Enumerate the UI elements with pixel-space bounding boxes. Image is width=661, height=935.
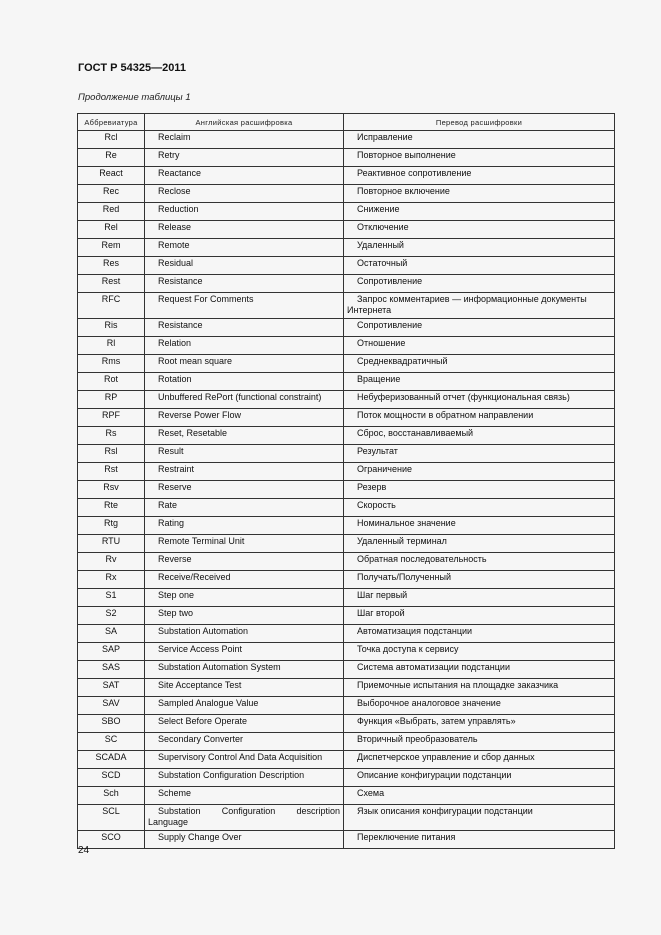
russian-translation-cell: Сопротивление	[344, 319, 615, 337]
abbreviation-cell: Re	[78, 149, 145, 167]
english-expansion-cell: Reverse	[145, 553, 344, 571]
english-expansion-cell: Site Acceptance Test	[145, 679, 344, 697]
english-expansion-cell: Substation Automation System	[145, 661, 344, 679]
english-expansion-cell: Secondary Converter	[145, 733, 344, 751]
abbreviation-cell: Rst	[78, 463, 145, 481]
abbreviation-cell: SCL	[78, 805, 145, 831]
abbreviation-cell: Rest	[78, 275, 145, 293]
russian-translation-cell: Вращение	[344, 373, 615, 391]
table-body	[78, 131, 615, 849]
russian-translation-cell: Повторное выполнение	[344, 149, 615, 167]
russian-translation-cell: Точка доступа к сервису	[344, 643, 615, 661]
abbreviation-cell: Rsl	[78, 445, 145, 463]
abbreviation-cell: Rem	[78, 239, 145, 257]
russian-translation-cell: Обратная последовательность	[344, 553, 615, 571]
table-row	[78, 257, 615, 275]
russian-translation-cell: Схема	[344, 787, 615, 805]
abbreviation-cell: Rel	[78, 221, 145, 239]
russian-translation-cell: Функция «Выбрать, затем управлять»	[344, 715, 615, 733]
english-expansion-cell: Remote Terminal Unit	[145, 535, 344, 553]
abbreviation-cell: Rsv	[78, 481, 145, 499]
russian-translation-cell: Описание конфигурации подстанции	[344, 769, 615, 787]
russian-translation-cell: Снижение	[344, 203, 615, 221]
russian-translation-cell: Приемочные испытания на площадке заказчика	[344, 679, 615, 697]
abbreviation-cell: Rte	[78, 499, 145, 517]
abbreviation-cell: Rtg	[78, 517, 145, 535]
table-row	[78, 733, 615, 751]
russian-translation-cell: Удаленный	[344, 239, 615, 257]
table-row	[78, 293, 615, 319]
russian-translation-cell: Отношение	[344, 337, 615, 355]
russian-translation-cell: Запрос комментариев — информационные документы Интернета	[344, 293, 615, 319]
english-expansion-cell: Root mean square	[145, 355, 344, 373]
table-row	[78, 697, 615, 715]
english-expansion-cell: Select Before Operate	[145, 715, 344, 733]
abbreviation-cell: Red	[78, 203, 145, 221]
abbreviation-cell: Rv	[78, 553, 145, 571]
abbreviation-cell: SCO	[78, 831, 145, 849]
russian-translation-cell: Скорость	[344, 499, 615, 517]
russian-translation-cell: Результат	[344, 445, 615, 463]
english-expansion-cell: Relation	[145, 337, 344, 355]
english-expansion-cell: Scheme	[145, 787, 344, 805]
english-expansion-cell: Resistance	[145, 275, 344, 293]
table-row	[78, 715, 615, 733]
english-expansion-cell: Request For Comments	[145, 293, 344, 319]
table-row	[78, 607, 615, 625]
abbreviation-cell: React	[78, 167, 145, 185]
russian-translation-cell: Повторное включение	[344, 185, 615, 203]
abbreviation-cell: Rec	[78, 185, 145, 203]
english-expansion-cell: Reclaim	[145, 131, 344, 149]
russian-translation-cell: Шаг первый	[344, 589, 615, 607]
english-expansion-cell: Unbuffered RePort (functional constraint)	[145, 391, 344, 409]
abbreviation-cell: RP	[78, 391, 145, 409]
russian-translation-cell: Исправление	[344, 131, 615, 149]
russian-translation-cell: Небуферизованный отчет (функциональная связь)	[344, 391, 615, 409]
russian-translation-cell: Удаленный терминал	[344, 535, 615, 553]
table-header-row	[78, 114, 615, 131]
english-expansion-cell: Remote	[145, 239, 344, 257]
english-expansion-cell: Reset, Resetable	[145, 427, 344, 445]
column-header-translation: Перевод расшифровки	[344, 114, 615, 131]
table-row	[78, 275, 615, 293]
abbreviation-cell: SAS	[78, 661, 145, 679]
table-row	[78, 517, 615, 535]
abbreviation-cell: SAT	[78, 679, 145, 697]
table-row	[78, 481, 615, 499]
table-row	[78, 571, 615, 589]
russian-translation-cell: Диспетчерское управление и сбор данных	[344, 751, 615, 769]
english-expansion-cell: Reserve	[145, 481, 344, 499]
russian-translation-cell: Поток мощности в обратном направлении	[344, 409, 615, 427]
table-row	[78, 831, 615, 849]
english-expansion-cell: Restraint	[145, 463, 344, 481]
table-row	[78, 625, 615, 643]
english-expansion-cell: Reclose	[145, 185, 344, 203]
abbreviations-table	[77, 113, 615, 849]
russian-translation-cell: Остаточный	[344, 257, 615, 275]
english-expansion-cell: Substation Configuration description Language	[145, 805, 344, 831]
table-row	[78, 535, 615, 553]
english-expansion-cell: Reactance	[145, 167, 344, 185]
russian-translation-cell: Язык описания конфигурации подстанции	[344, 805, 615, 831]
russian-translation-cell: Шаг второй	[344, 607, 615, 625]
table-row	[78, 373, 615, 391]
russian-translation-cell: Получать/Полученный	[344, 571, 615, 589]
abbreviation-cell: S1	[78, 589, 145, 607]
english-expansion-cell: Reduction	[145, 203, 344, 221]
abbreviation-cell: Rms	[78, 355, 145, 373]
table-row	[78, 355, 615, 373]
english-expansion-cell: Residual	[145, 257, 344, 275]
table-row	[78, 787, 615, 805]
table-row	[78, 203, 615, 221]
document-id-header: ГОСТ Р 54325—2011	[78, 62, 186, 74]
english-expansion-cell: Result	[145, 445, 344, 463]
russian-translation-cell: Система автоматизации подстанции	[344, 661, 615, 679]
russian-translation-cell: Вторичный преобразователь	[344, 733, 615, 751]
table-caption: Продолжение таблицы 1	[78, 92, 191, 103]
table-row	[78, 499, 615, 517]
table-row	[78, 221, 615, 239]
russian-translation-cell: Сопротивление	[344, 275, 615, 293]
table-row	[78, 185, 615, 203]
abbreviation-cell: Sch	[78, 787, 145, 805]
abbreviation-cell: SAP	[78, 643, 145, 661]
table-row	[78, 463, 615, 481]
english-expansion-cell: Release	[145, 221, 344, 239]
table-row	[78, 661, 615, 679]
column-header-abbreviation: Аббревиатура	[78, 114, 145, 131]
abbreviation-cell: Rl	[78, 337, 145, 355]
table-row	[78, 589, 615, 607]
english-expansion-cell: Rating	[145, 517, 344, 535]
english-expansion-cell: Retry	[145, 149, 344, 167]
abbreviation-cell: Rcl	[78, 131, 145, 149]
table-row	[78, 427, 615, 445]
russian-translation-cell: Среднеквадратичный	[344, 355, 615, 373]
table-row	[78, 337, 615, 355]
russian-translation-cell: Отключение	[344, 221, 615, 239]
column-header-english: Английская расшифровка	[145, 114, 344, 131]
table-row	[78, 553, 615, 571]
russian-translation-cell: Выборочное аналоговое значение	[344, 697, 615, 715]
abbreviation-cell: SAV	[78, 697, 145, 715]
abbreviation-cell: S2	[78, 607, 145, 625]
english-expansion-cell: Resistance	[145, 319, 344, 337]
abbreviation-cell: RTU	[78, 535, 145, 553]
english-expansion-cell: Supply Change Over	[145, 831, 344, 849]
table-row	[78, 149, 615, 167]
table-row	[78, 131, 615, 149]
russian-translation-cell: Номинальное значение	[344, 517, 615, 535]
table-row	[78, 391, 615, 409]
russian-translation-cell: Ограничение	[344, 463, 615, 481]
abbreviation-cell: Rs	[78, 427, 145, 445]
table-row	[78, 445, 615, 463]
table-row	[78, 805, 615, 831]
page-number: 24	[78, 845, 90, 856]
abbreviation-cell: SCD	[78, 769, 145, 787]
abbreviation-cell: Res	[78, 257, 145, 275]
table-row	[78, 769, 615, 787]
russian-translation-cell: Сброс, восстанавливаемый	[344, 427, 615, 445]
english-expansion-cell: Receive/Received	[145, 571, 344, 589]
english-expansion-cell: Rotation	[145, 373, 344, 391]
english-expansion-cell: Step two	[145, 607, 344, 625]
abbreviation-cell: SCADA	[78, 751, 145, 769]
russian-translation-cell: Автоматизация подстанции	[344, 625, 615, 643]
english-expansion-cell: Reverse Power Flow	[145, 409, 344, 427]
table-row	[78, 679, 615, 697]
table-row	[78, 409, 615, 427]
russian-translation-cell: Реактивное сопротивление	[344, 167, 615, 185]
english-expansion-cell: Step one	[145, 589, 344, 607]
english-expansion-cell: Sampled Analogue Value	[145, 697, 344, 715]
table-row	[78, 319, 615, 337]
abbreviation-cell: Ris	[78, 319, 145, 337]
abbreviation-cell: Rot	[78, 373, 145, 391]
table-row	[78, 643, 615, 661]
abbreviation-cell: SA	[78, 625, 145, 643]
abbreviation-cell: SC	[78, 733, 145, 751]
russian-translation-cell: Резерв	[344, 481, 615, 499]
russian-translation-cell: Переключение питания	[344, 831, 615, 849]
english-expansion-cell: Substation Automation	[145, 625, 344, 643]
abbreviation-cell: SBO	[78, 715, 145, 733]
table-row	[78, 751, 615, 769]
english-expansion-cell: Supervisory Control And Data Acquisition	[145, 751, 344, 769]
english-expansion-cell: Substation Configuration Description	[145, 769, 344, 787]
abbreviation-cell: RFC	[78, 293, 145, 319]
english-expansion-cell: Service Access Point	[145, 643, 344, 661]
table-row	[78, 167, 615, 185]
english-expansion-cell: Rate	[145, 499, 344, 517]
abbreviation-cell: Rx	[78, 571, 145, 589]
abbreviation-cell: RPF	[78, 409, 145, 427]
table-row	[78, 239, 615, 257]
